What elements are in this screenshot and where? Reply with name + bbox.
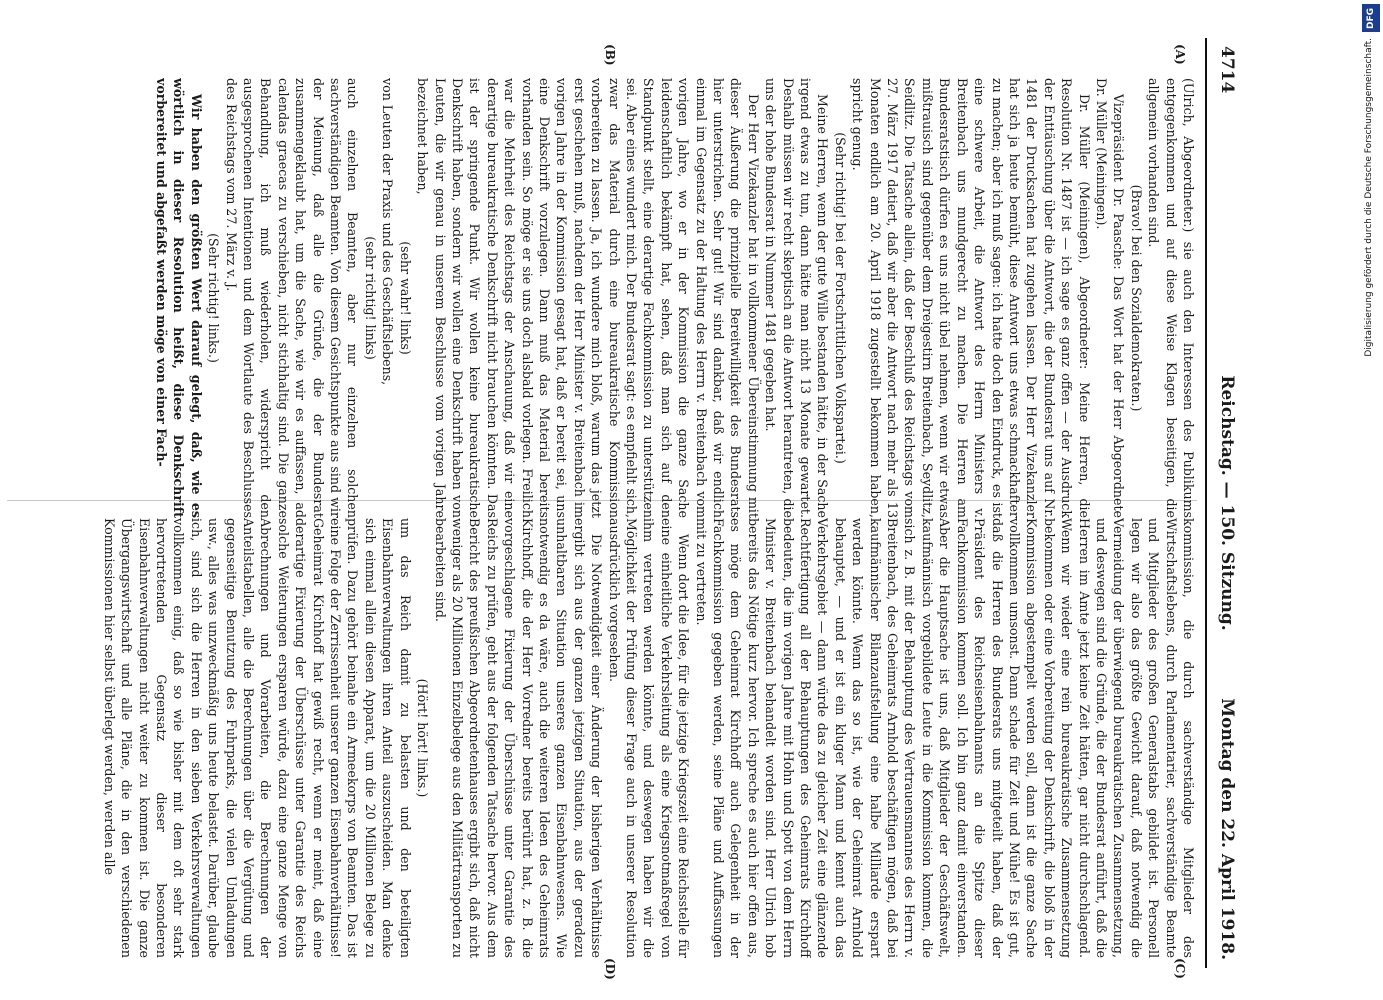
margin-marker-a: (A) [1173,44,1187,65]
interjection: (sehr richtig! links) [362,236,378,360]
margin-marker-b: (B) [603,44,617,66]
session-title: Reichstag. — 150. Sitzung. [1217,375,1237,631]
paragraph: auch einzelnen Beamten, aber nur einzelnen solchen sachverständigen Beamten. Von diesem Gesichtspunkte aus sind wir der Meinung, daß alle die Gründe, die der Bundesrat zusammengeklaubt hat, um die Sache, wie wir es auffassen, ad calendas graecas zu verschieben, nicht stichhaltig sind. Die ganze Behandlung, ich muß wiederholen, widerspricht den ausgesprochenen Intentionen und dem Wortlaute des Beschlusses des Reichstags vom 27. März v. J. [223,78,361,518]
interjection: (sehr wahr! links) [397,241,413,355]
paragraph: Meine Herren, wenn der gute Wille bestanden hätte, in der Sache irgend etwas zu tun, dann hätte man nicht 13 Monate gewartet. Deshalb müssen wir recht skeptisch an die Antwort herantreten, die uns der hohe Bundesrat in Nummer 1481 gegeben hat. [763,78,831,518]
page-header [1205,38,1245,968]
interjection: (Hört! hört! links.) [415,678,431,798]
paragraph: Wir haben den größten Wert darauf gelegt, daß, wie es wörtlich in dieser Resolution heißt, diese Denkschrift vorbereitet und abgefaßt werden möge von einer Fach- [154,78,204,518]
session-date: Montag den 22. April 1918. [1217,698,1237,960]
interjection: (Sehr richtig! bei der Fortschrittlichen Volkspartei.) [832,132,848,464]
paragraph: Vizepräsident Dr. Paasche: Das Wort hat der Herr Abgeordnete Dr. Müller (Meiningen). [1093,78,1127,518]
interjection: (Bravo! bei den Sozialdemokraten.) [1128,184,1144,412]
right-column [0,518,1197,958]
digitization-notice [1360,0,1382,1000]
paragraph: (Ulrich, Abgeordneter.) sie auch den Interessen des Publikums entgegenkommen und auf diese Weise Klagen beseitigen, die allgemein vorhanden sind. [1146,78,1196,518]
paragraph: Die Notwendigkeit einer Änderung der bisherigen Verhältnisse ergibt sich aus der ganzen jetzigen Situation, aus der geradezu unhaltbaren Situation unseres ganzen Eisenbahnwesens. Wie notwendig es da wäre, auch die weiteren Ideen des Geheimrats Kirchhoff, die der Herr Vorredner bereits berührt hat, z. B. die vorgeschlagene Fixierung der Überschüsse unter Garantie des Reichs zu prüfen, geht aus der folgenden Tatsache hervor. Aus dem Bericht des preußischen Abgeordnetenhauses ergibt sich, daß nicht weniger als 20 Millionen Einzelbelege aus den Militärtransporten zu bearbeiten sind. [432,518,605,958]
rotated-page [0,38,1245,980]
paragraph: Der Herr Vizekanzler hat in vollkommener Übereinstimmung mit dieser Äußerung die prinzipielle Bereitwilligkeit des Bundesrats hier unterstrichen. Sehr gut! Wir sind dankbar, daß wir endlich einmal im Gegensatz zu der Haltung des Herrn v. Breitenbach vom vorigen Jahre, wo er in der Kommission die ganze Sache leidenschaftlich bekämpft hat, sehen, daß man sich auf den Standpunkt stellt, eine derartige Fachkommission zu unterstützen sei. Aber eines wundert mich. Der Bundesrat sagt: es empfiehlt sich, zwar das Material durch eine bureaukratische Kommission vorbereiten zu lassen. Ja, ich wundere mich bloß, warum das jetzt erst geschehen muß, nachdem der Herr Minister v. Breitenbach im vorigen Jahre in der Kommission gesagt hat, daß er bereit sei, uns eine Denkschrift vorzulegen. Dann muß das Material bereits vorhanden sein. So möge er sie uns doch alsbald vorlegen. Freilich war die Mehrheit des Reichstags der Anschauung, daß wir eine derartige bureaukratische Denkschrift nicht brauchen könnten. Das ist der springende Punkt. Wir wollen keine bureaukratische Denkschrift haben, sondern wir wollen eine Denkschrift haben von Leuten, die wir genau in unserem Beschlusse vom vorigen Jahre bezeichnet haben, [415,78,761,518]
margin-marker-c: (C) [1173,958,1187,979]
page-number: 4714 [1217,46,1237,94]
dfg-logo: DFG [1362,4,1380,32]
left-column [0,78,1197,518]
paragraph: von Leuten der Praxis und des Geschäftslebens, [380,78,396,386]
paragraph: Dr. Müller (Meiningen), Abgeordneter: Meine Herren, die Resolution Nr. 1487 ist — ich sage es ganz offen — der Ausdruck der Enttäuschung über die Antwort, die der Bundesrat uns auf Nr. 1481 der Drucksachen hat zugehen lassen. Der Herr Vizekanzler hat sich ja heute bemüht, diese Antwort uns etwas schmackhafter zu machen; aber ich muß sagen: ich hatte doch den Eindruck, es ist eine schwere Arbeit, die Antwort des Herrn Ministers v. Breitenbach uns mundgerecht zu machen. Die Herren am Bundesratstisch dürfen es uns nicht übel nehmen, wenn wir etwas mißtrauisch sind gegenüber dem Dreigestirn Breitenbach, Seydlitz, Seidlitz. Die Tatsache allein, daß der Beschluß des Reichstags vom 27. März 1917 datiert, daß wir aber die Antwort nach mehr als 13 Monaten endlich am 20. April 1918 zugestellt bekommen haben, spricht genug. [850,78,1092,518]
paragraph: Wenn dort die Idee, für die jetzige Kriegszeit eine Reichsstelle für eine einheitliche Verkehrsleitung als eine Kriegsnotmaßregel von ihm vertreten werden könnte, und deswegen haben wir die Möglichkeit der Prüfung dieser Frage auch in unserer Resolution ausdrücklich vorgesehen. [606,518,692,958]
paragraph: um das Reich damit zu belasten und den beteiligten Eisenbahnverwaltungen ihren Anteil auszuscheiden. Man denke sich einmal allein diesen Apparat, um die 20 Millionen Belege zu prüfen. Dazu gehört beinahe ein Armeekorps von Beamten. Das ist eine Folge der Zerrissenheit unserer ganzen Eisenbahnverhältnisse! Geheimrat Kirchhoff hat gewiß recht, wenn er meint, daß eine derartige Fixierung der Überschüsse unter Garantie des Reichs solche Weiterungen ersparen würde, dazu eine ganze Menge von Abrechnungen und Vorarbeiten, die Berechnungen der Anteilstabellen, alle die Berechnungen über die Vergütung und gegenseitige Benutzung des Fuhrparks, die vielen Umladungen usw., alles was unzweckmäßig uns heute belastet. Darüber, glaube ich, sind sich die Herren in den sieben Verkehrsverwaltungen vollkommen einig, daß so wie bisher mit dem oft sehr stark hervortretenden Gegensatz dieser besonderen Eisenbahnverwaltungen nicht weiter zu kommen ist. Die ganze Übergangswirtschaft und alle Pläne, die in den verschiedenen Kommissionen hier selbst überlegt werden, werden alle [101,518,413,958]
margin-marker-d: (D) [603,958,617,980]
interjection: (Sehr richtig! links.) [206,233,222,363]
funding-note: Digitalisierung gefördert durch die Deutsche Forschungsgemeinschaft. [1364,38,1374,357]
column-divider [7,500,1197,501]
paragraph: kommission, die durch sachverständige Mitglieder des Wirtschaftslebens, durch Parlamentarier, sachverständige Beamte und Mitglieder des großen Generalstabs gebildet ist. Personell legen wir also das größte Gewicht darauf, daß notwendig die Vermeidung der überwiegend bureaukratischen Zusammensetzung, und deswegen sind die Gründe, die der Bundesrat anführt, daß die Herren im Amte jetzt keine Zeit hätten, gar nicht durchschlagend. Wenn wir wieder eine rein bureaukratische Zusammensetzung bekommen oder eine Vorbereitung der Denkschrift, die bloß in der Kommission abgestempelt werden soll, dann ist die ganze Sache vollkommen umsonst. Dann schade für Zeit und Mühe! Es ist gut, daß die Herren des Bundesrats uns mitgeteilt haben, daß der Präsident des Reichseisenbahnamts an die Spitze dieser Fachkommission kommen soll. Ich bin ganz damit einverstanden. Aber die Hauptsache ist uns, daß Mitglieder der Geschäftswelt, kaufmännisch vorgebildete Leute in die Kommission kommen, die sich z. B. mit der Behauptung des Vertrauensmannes des Herrn v. Breitenbach, des Geheimrats Arnhold beschäftigen mögen, daß bei kaufmännischer Bilanzaufstellung eine halbe Milliarde erspart werden könnte. Wenn das so ist, wie der Geheimrat Arnhold behauptet, — und er ist ein kluger Mann und kennt auch das Verkehrsgebiet — dann würde das zu gleicher Zeit eine glänzende Rechtfertigung all der Behauptungen des Geheimrats Kirchhoff bedeuten, die im vorigen Jahre mit Hohn und Spott von dem Herrn Minister v. Breitenbach behandelt worden sind. Herr Ulrich hob bereits das Nötige kurz hervor. Ich spreche es auch hier offen aus, es möge dem Geheimrat Kirchhoff auch Gelegenheit in der Fachkommission gegeben werden, seine Pläne und Auffassungen mit zu vertreten. [693,518,1196,958]
